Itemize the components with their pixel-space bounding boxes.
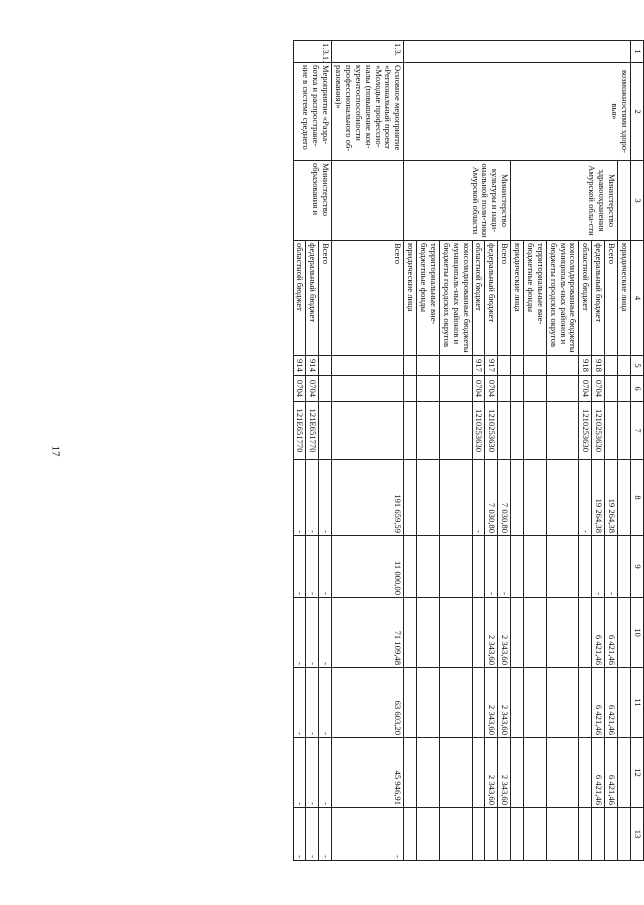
cell-amount xyxy=(498,808,511,861)
cell-source: Всего xyxy=(498,241,511,356)
cell-amount: 2 343,60 xyxy=(485,598,498,668)
cell-amount: 7 030,80 xyxy=(498,460,511,536)
cell-executor: Министерство образования и xyxy=(293,161,332,241)
cell-grbs xyxy=(404,356,417,376)
cell-amount: - xyxy=(319,536,332,598)
column-header-13: 13 xyxy=(631,808,644,861)
cell-executor: Министерство здравоохранения Амурской обла-сти xyxy=(511,161,618,241)
cell-amount xyxy=(546,598,579,668)
cell-rzpr xyxy=(440,376,473,402)
cell-amount: - xyxy=(472,460,485,536)
column-header-2: 2 xyxy=(631,63,644,161)
cell-grbs: 914 xyxy=(293,356,306,376)
cell-amount: - xyxy=(319,808,332,861)
cell-source: территориальные вне-бюджетные фонды xyxy=(524,241,547,356)
cell-amount: 11 000,00 xyxy=(332,536,404,598)
cell-empty xyxy=(618,536,631,598)
cell-amount: - xyxy=(605,536,618,598)
cell-rzpr xyxy=(498,376,511,402)
cell-source: федеральный бюджет xyxy=(306,241,319,356)
cell-executor: Министерство культуры и наци-ональной поли-тики Амурской области xyxy=(404,161,511,241)
cell-number: 1.3.1. xyxy=(293,41,332,63)
cell-amount: 2 343,60 xyxy=(498,738,511,808)
cell-measure-name: Основное мероприятие «Региональный проект «Молодые профессио-налы (повышение кон-курентоспособности профессионального об-разования)» xyxy=(332,63,404,161)
cell-measure-name: Мероприятие «Разра-ботка и распростране-ние в системе среднего xyxy=(293,63,332,161)
cell-grbs: 917 xyxy=(472,356,485,376)
cell-grbs xyxy=(417,356,440,376)
cell-grbs xyxy=(319,356,332,376)
cell-grbs xyxy=(332,356,404,376)
cell-amount xyxy=(440,536,473,598)
cell-csr xyxy=(498,402,511,460)
cell-amount xyxy=(404,738,417,808)
cell-grbs: 914 xyxy=(306,356,319,376)
cell-amount: 2 343,60 xyxy=(498,598,511,668)
cell-source: консолидированные бюджеты муниципаль-ных районов и бюджеты городских округов xyxy=(440,241,473,356)
cell-source: юридические лица xyxy=(511,241,524,356)
cell-amount xyxy=(511,460,524,536)
cell-number: 1.3. xyxy=(332,41,404,63)
cell-amount xyxy=(404,598,417,668)
cell-amount: 2 343,60 xyxy=(485,668,498,738)
cell-rzpr: 0704 xyxy=(592,376,605,402)
cell-amount xyxy=(579,668,592,738)
cell-amount xyxy=(404,808,417,861)
column-header-8: 8 xyxy=(631,460,644,536)
cell-amount: - xyxy=(319,460,332,536)
cell-amount xyxy=(546,536,579,598)
cell-amount: 71 109,48 xyxy=(332,598,404,668)
cell-amount xyxy=(524,808,547,861)
cell-source: федеральный бюджет xyxy=(485,241,498,356)
cell-amount xyxy=(417,598,440,668)
cell-source: областной бюджет xyxy=(579,241,592,356)
cell-csr xyxy=(332,402,404,460)
cell-amount: - xyxy=(306,738,319,808)
cell-amount xyxy=(417,808,440,861)
cell-amount: 19 264,38 xyxy=(592,460,605,536)
cell-csr: 121E651770 xyxy=(293,402,306,460)
column-header-9: 9 xyxy=(631,536,644,598)
cell-amount xyxy=(417,536,440,598)
cell-csr xyxy=(605,402,618,460)
cell-empty xyxy=(618,808,631,861)
cell-rzpr xyxy=(319,376,332,402)
page-number: 17 xyxy=(49,445,62,457)
cell-amount: - xyxy=(306,598,319,668)
cell-amount xyxy=(546,668,579,738)
cell-amount: - xyxy=(485,536,498,598)
cell-source: консолидированные бюджеты муниципаль-ных районов и бюджеты городских округов xyxy=(546,241,579,356)
column-header-11: 11 xyxy=(631,668,644,738)
cell-amount xyxy=(472,536,485,598)
cell-csr: 1210253630 xyxy=(485,402,498,460)
cell-source: областной бюджет xyxy=(472,241,485,356)
cell-amount xyxy=(524,598,547,668)
column-header-3: 3 xyxy=(631,161,644,241)
cell-empty xyxy=(618,460,631,536)
cell-csr: 121E651770 xyxy=(306,402,319,460)
cell-amount xyxy=(524,536,547,598)
cell-amount: 45 946,91 xyxy=(332,738,404,808)
cell-csr xyxy=(511,402,524,460)
cell-csr xyxy=(417,402,440,460)
cell-rzpr xyxy=(404,376,417,402)
cell-amount: - xyxy=(332,808,404,861)
column-header-10: 10 xyxy=(631,598,644,668)
cell-amount: - xyxy=(293,598,306,668)
cell-source: Всего xyxy=(319,241,332,356)
cell-grbs xyxy=(511,356,524,376)
cell-amount: - xyxy=(306,536,319,598)
cell-amount: 2 343,60 xyxy=(485,738,498,808)
cell-empty xyxy=(618,402,631,460)
cell-amount xyxy=(440,808,473,861)
cell-rzpr: 0704 xyxy=(306,376,319,402)
cell-amount xyxy=(579,808,592,861)
cell-amount: 6 421,46 xyxy=(592,598,605,668)
cell-amount xyxy=(524,668,547,738)
cell-empty xyxy=(618,738,631,808)
cell-source: территориальные вне-бюджетные фонды xyxy=(417,241,440,356)
cell-rzpr xyxy=(546,376,579,402)
cell-amount xyxy=(546,460,579,536)
column-header-4: 4 xyxy=(631,241,644,356)
cell-amount xyxy=(579,738,592,808)
cell-amount xyxy=(417,668,440,738)
cell-amount: - xyxy=(293,668,306,738)
table-row xyxy=(319,41,332,861)
table-row xyxy=(332,41,404,861)
cell-amount xyxy=(404,536,417,598)
cell-amount xyxy=(440,738,473,808)
cell-amount: - xyxy=(306,668,319,738)
cell-grbs: 917 xyxy=(485,356,498,376)
cell-csr: 1210253630 xyxy=(592,402,605,460)
cell-amount: - xyxy=(293,808,306,861)
cell-amount: - xyxy=(306,808,319,861)
column-header-7: 7 xyxy=(631,402,644,460)
cell-rzpr xyxy=(332,376,404,402)
cell-amount xyxy=(511,598,524,668)
cell-amount xyxy=(472,598,485,668)
cell-amount xyxy=(524,460,547,536)
cell-amount: 191 659,59 xyxy=(332,460,404,536)
cell-amount: 6 421,46 xyxy=(605,598,618,668)
cell-grbs xyxy=(605,356,618,376)
cell-amount xyxy=(485,808,498,861)
cell-amount: 2 343,60 xyxy=(498,668,511,738)
cell-amount xyxy=(472,738,485,808)
table-body xyxy=(293,41,630,861)
cell-csr: 1210253630 xyxy=(472,402,485,460)
rotated-table-wrapper xyxy=(112,40,644,860)
cell-amount xyxy=(546,808,579,861)
cell-amount: - xyxy=(306,460,319,536)
cell-amount: - xyxy=(592,536,605,598)
cell-amount xyxy=(440,668,473,738)
cell-amount xyxy=(605,808,618,861)
cell-amount xyxy=(579,598,592,668)
cell-amount: 7 030,80 xyxy=(485,460,498,536)
column-header-5: 5 xyxy=(631,356,644,376)
cell-amount xyxy=(417,460,440,536)
cell-amount: - xyxy=(319,668,332,738)
cell-empty xyxy=(618,668,631,738)
cell-amount xyxy=(511,808,524,861)
cell-rzpr: 0704 xyxy=(579,376,592,402)
cell-amount: - xyxy=(319,738,332,808)
cell-source: юридические лица xyxy=(618,241,631,356)
cell-amount: - xyxy=(293,460,306,536)
cell-amount xyxy=(417,738,440,808)
column-header-1: 1 xyxy=(631,41,644,63)
cell-amount xyxy=(592,808,605,861)
cell-amount: 63 603,20 xyxy=(332,668,404,738)
cell-amount xyxy=(546,738,579,808)
cell-rzpr: 0704 xyxy=(485,376,498,402)
cell-csr xyxy=(319,402,332,460)
budget-table xyxy=(293,40,644,861)
cell-empty xyxy=(618,376,631,402)
cell-amount: 6 421,46 xyxy=(605,738,618,808)
cell-grbs xyxy=(498,356,511,376)
cell-csr xyxy=(546,402,579,460)
cell-source: Всего xyxy=(605,241,618,356)
column-header-6: 6 xyxy=(631,376,644,402)
cell-rzpr: 0704 xyxy=(293,376,306,402)
cell-amount: 6 421,46 xyxy=(592,738,605,808)
cell-amount xyxy=(404,460,417,536)
cell-amount xyxy=(511,536,524,598)
cell-csr xyxy=(440,402,473,460)
cell-grbs xyxy=(440,356,473,376)
cell-amount: - xyxy=(498,536,511,598)
cell-empty xyxy=(618,356,631,376)
cell-amount xyxy=(404,668,417,738)
cell-amount xyxy=(511,738,524,808)
cell-measure-name: возможностями здоро-вья» xyxy=(404,63,631,161)
column-header-12: 12 xyxy=(631,738,644,808)
cell-rzpr: 0704 xyxy=(472,376,485,402)
cell-csr: 1210253630 xyxy=(579,402,592,460)
cell-amount: 6 421,46 xyxy=(592,668,605,738)
cell-amount xyxy=(472,808,485,861)
header-row xyxy=(631,41,644,861)
table-row xyxy=(618,41,631,861)
cell-amount: 6 421,46 xyxy=(605,668,618,738)
cell-rzpr xyxy=(605,376,618,402)
cell-amount xyxy=(472,668,485,738)
cell-amount xyxy=(524,738,547,808)
cell-source: областной бюджет xyxy=(293,241,306,356)
cell-empty xyxy=(618,598,631,668)
table-row xyxy=(605,41,618,861)
cell-amount xyxy=(440,598,473,668)
cell-amount: - xyxy=(579,460,592,536)
cell-grbs xyxy=(524,356,547,376)
cell-amount: - xyxy=(293,738,306,808)
cell-grbs xyxy=(546,356,579,376)
cell-rzpr xyxy=(511,376,524,402)
cell-grbs: 918 xyxy=(579,356,592,376)
cell-executor xyxy=(618,161,631,241)
cell-amount xyxy=(511,668,524,738)
cell-rzpr xyxy=(524,376,547,402)
cell-executor xyxy=(332,161,404,241)
cell-number xyxy=(404,41,631,63)
cell-amount: - xyxy=(293,536,306,598)
cell-grbs: 918 xyxy=(592,356,605,376)
cell-csr xyxy=(404,402,417,460)
cell-source: юридические лица xyxy=(404,241,417,356)
cell-source: федеральный бюджет xyxy=(592,241,605,356)
cell-source: Всего xyxy=(332,241,404,356)
cell-amount: - xyxy=(319,598,332,668)
cell-amount xyxy=(440,460,473,536)
cell-amount xyxy=(579,536,592,598)
table-row xyxy=(498,41,511,861)
cell-rzpr xyxy=(417,376,440,402)
cell-amount: 19 264,38 xyxy=(605,460,618,536)
cell-csr xyxy=(524,402,547,460)
